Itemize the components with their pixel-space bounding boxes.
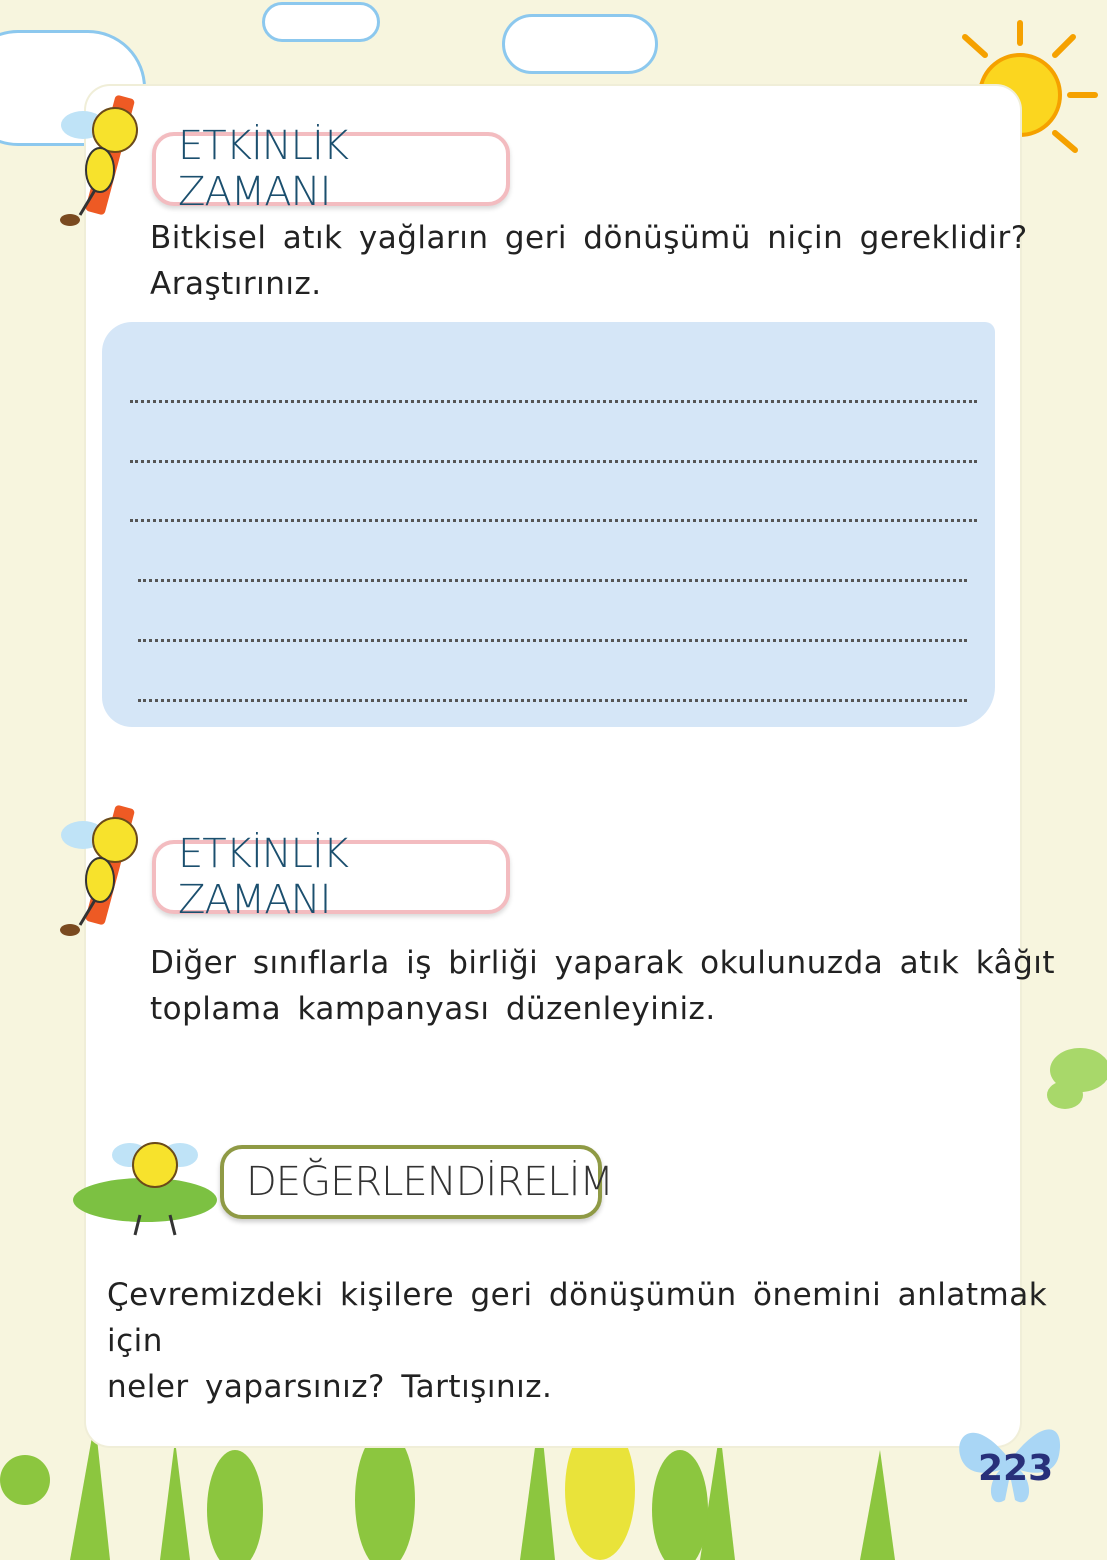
- section-heading: ETKİNLİK ZAMANI: [178, 123, 348, 215]
- section-heading-box: [152, 123, 510, 215]
- discussion-line: Çevremizdeki kişilere geri dönüşümün önemini anlatmak için: [107, 1277, 1048, 1359]
- section-heading: ETKİNLİK ZAMANI: [178, 831, 348, 923]
- answer-area[interactable]: [102, 322, 995, 727]
- question-text: [150, 215, 1028, 307]
- question-line: Bitkisel atık yağların geri dönüşümü niçin gereklidir?: [150, 220, 1028, 256]
- answer-line[interactable]: [138, 639, 967, 642]
- bee-pencil-icon: [55, 795, 165, 965]
- activity-text: [150, 940, 1055, 1032]
- cloud-decoration: [262, 2, 380, 42]
- activity-line: Diğer sınıflarla iş birliği yaparak okulunuzda atık kâğıt: [150, 945, 1056, 981]
- answer-line[interactable]: [138, 579, 967, 582]
- answer-line[interactable]: [130, 519, 977, 522]
- butterfly-icon: [1030, 1030, 1107, 1120]
- section-heading: DEĞERLENDİRELİM: [246, 1159, 613, 1205]
- bee-pencil-icon: [55, 85, 165, 255]
- activity-line: toplama kampanyası düzenleyiniz.: [150, 991, 716, 1027]
- page-number: 223: [978, 1448, 1054, 1489]
- bee-leaf-icon: [70, 1120, 220, 1250]
- section-heading-box: [152, 831, 510, 923]
- answer-line[interactable]: [130, 460, 977, 463]
- discussion-text: [107, 1272, 1107, 1410]
- cloud-decoration: [502, 14, 658, 74]
- answer-line[interactable]: [138, 699, 967, 702]
- question-line: Araştırınız.: [150, 266, 322, 302]
- section-heading-box: [220, 1145, 613, 1219]
- discussion-line: neler yaparsınız? Tartışınız.: [107, 1369, 553, 1405]
- answer-line[interactable]: [130, 400, 977, 403]
